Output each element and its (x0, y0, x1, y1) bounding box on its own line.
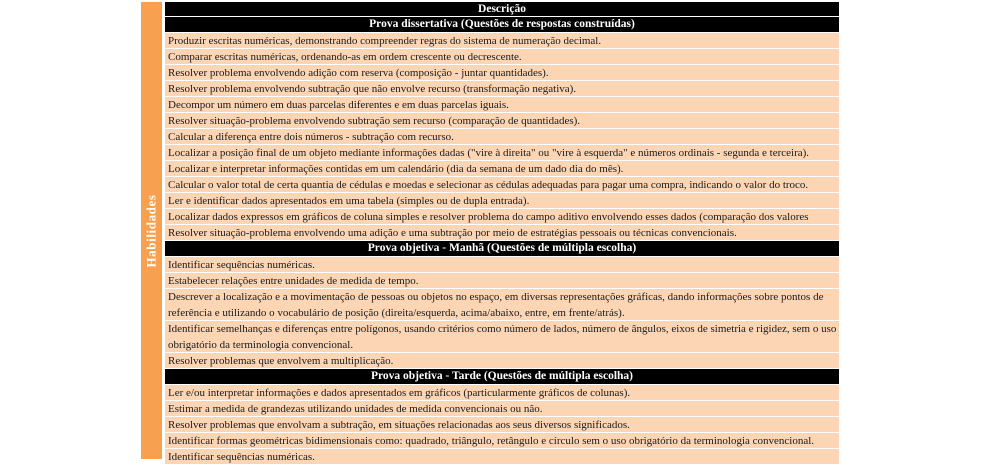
skill-row: Resolver problema envolvendo adição com reserva (composição - juntar quantidades). (165, 65, 839, 81)
skill-row: Descrever a localização e a movimentação de pessoas ou objetos no espaço, em diversas representações gráficas, dando informações sobre pontos de referência e utilizando o vocabulário de posição (direita/esquerda, acima/abaixo, entre, em frente/atrás). (165, 289, 839, 321)
skill-row: Ler e/ou interpretar informações e dados apresentados em gráficos (particularmente gráficos de colunas). (165, 385, 839, 401)
skill-row: Estabelecer relações entre unidades de medida de tempo. (165, 273, 839, 289)
table-rows (165, 2, 839, 463)
skill-row: Estimar a medida de grandezas utilizando unidades de medida convencionais ou não. (165, 401, 839, 417)
skill-row: Resolver situação-problema envolvendo subtração sem recurso (comparação de quantidades). (165, 113, 839, 129)
skill-row: Decompor um número em duas parcelas diferentes e em duas parcelas iguais. (165, 97, 839, 113)
skill-row: Localizar a posição final de um objeto mediante informações dadas ("vire à direita" ou "vire à esquerda" e números ordinais - segunda e terceira). (165, 145, 839, 161)
skill-row: Identificar sequências numéricas. (165, 449, 839, 465)
side-label-cell (141, 2, 162, 459)
skill-row: Resolver problemas que envolvam a subtração, em situações relacionadas aos seus diversos significados. (165, 417, 839, 433)
skill-row: Ler e identificar dados apresentados em uma tabela (simples ou de dupla entrada). (165, 193, 839, 209)
skill-row: Identificar semelhanças e diferenças entre polígonos, usando critérios como número de lados, número de ângulos, eixos de simetria e rigidez, sem o uso obrigatório da terminologia convencional. (165, 321, 839, 353)
skill-row: Calcular a diferença entre dois números - subtração com recurso. (165, 129, 839, 145)
side-label: Habilidades (143, 193, 159, 268)
skill-row: Resolver problema envolvendo subtração que não envolve recurso (transformação negativa). (165, 81, 839, 97)
habilidades-table (141, 2, 839, 463)
skill-row: Comparar escritas numéricas, ordenando-as em ordem crescente ou decrescente. (165, 49, 839, 65)
table-header: Descrição (165, 2, 839, 17)
skill-row: Identificar formas geométricas bidimensionais como: quadrado, triângulo, retângulo e círculo sem o uso obrigatório da terminologia convencional. (165, 433, 839, 449)
skill-row: Identificar sequências numéricas. (165, 257, 839, 273)
skill-row: Resolver situação-problema envolvendo uma adição e uma subtração por meio de estratégias pessoais ou técnicas convencionais. (165, 225, 839, 241)
skill-row: Localizar e interpretar informações contidas em um calendário (dia da semana de um dado dia do mês). (165, 161, 839, 177)
skill-row: Localizar dados expressos em gráficos de coluna simples e resolver problema do campo aditivo envolvendo esses dados (comparação dos valores (165, 209, 839, 225)
section-title: Prova objetiva - Manhã (Questões de múltipla escolha) (165, 241, 839, 257)
skill-row: Produzir escritas numéricas, demonstrando compreender regras do sistema de numeração decimal. (165, 33, 839, 49)
skill-row: Resolver problemas que envolvem a multiplicação. (165, 353, 839, 369)
section-title: Prova dissertativa (Questões de respostas construídas) (165, 17, 839, 33)
skill-row: Calcular o valor total de certa quantia de cédulas e moedas e selecionar as cédulas adequadas para pagar uma compra, indicando o valor do troco. (165, 177, 839, 193)
section-title: Prova objetiva - Tarde (Questões de múltipla escolha) (165, 369, 839, 385)
